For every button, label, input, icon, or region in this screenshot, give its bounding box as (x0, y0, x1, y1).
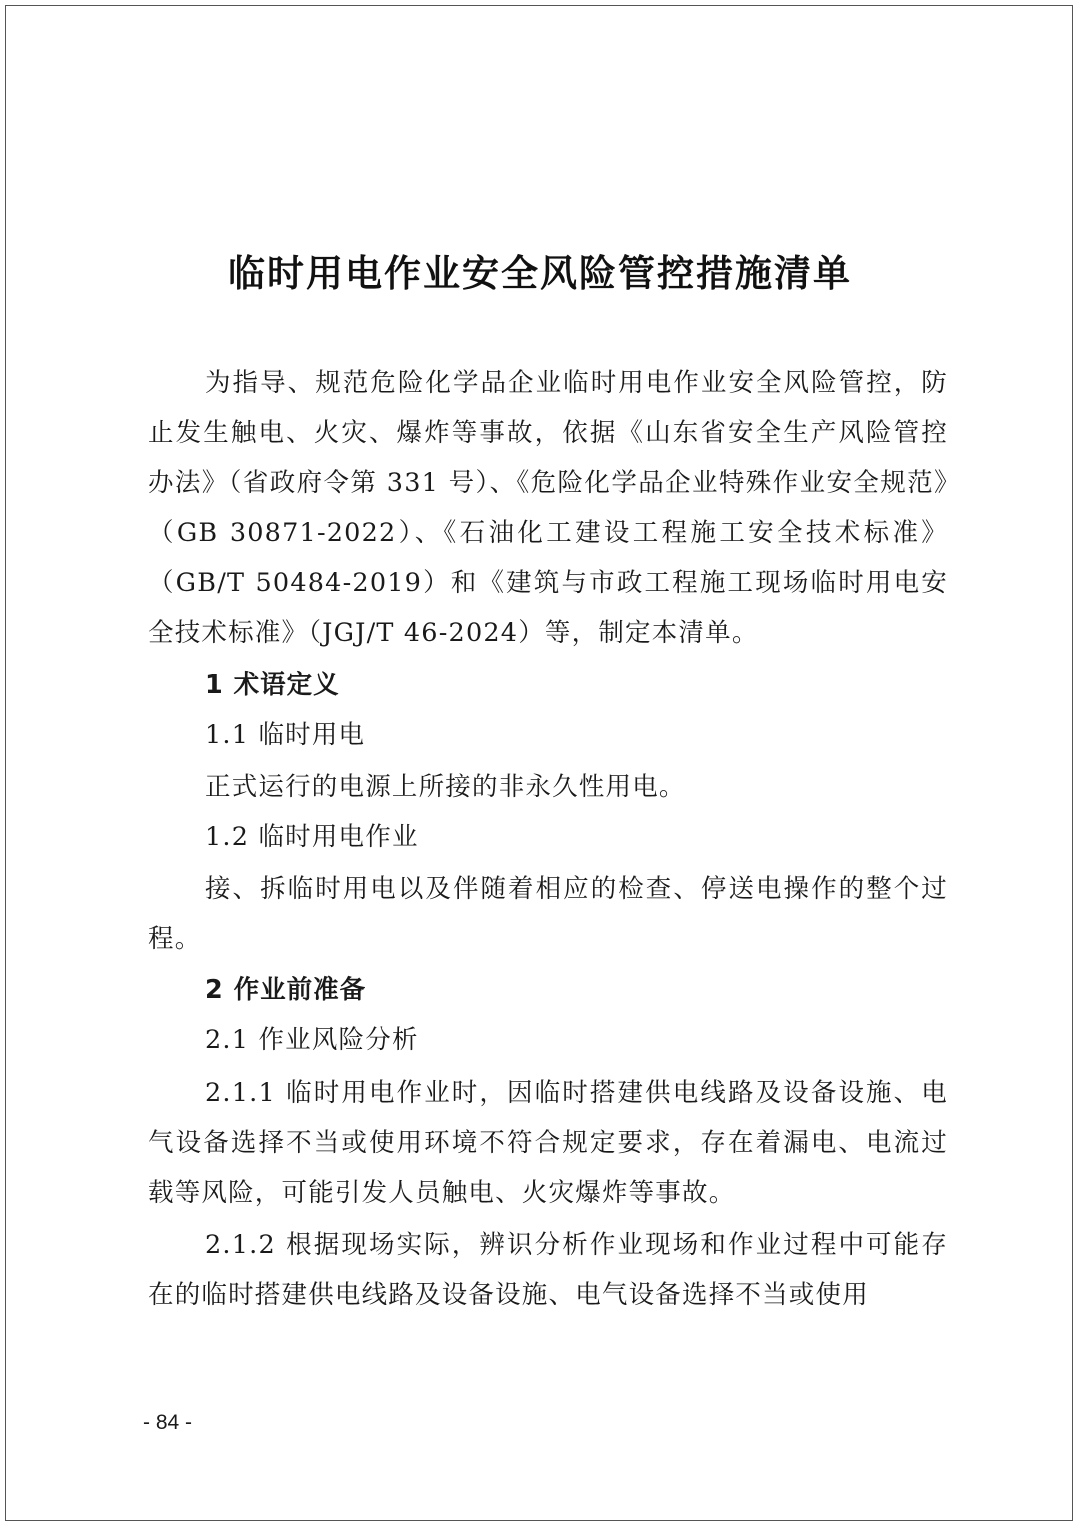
intro-paragraph: 为指导、规范危险化学品企业临时用电作业安全风险管控，防止发生触电、火灾、爆炸等事故，依据《山东省安全生产风险管控办法》（省政府令第 331 号）、《危险化学品企业特殊作业安全规范》（GB 30871-2022）、《石油化工建设工程施工安全技术标准》（GB/T 50484-2019）和《建筑与市政工程施工现场临时用电安全技术标准》（JGJ/T 46-2024）等，制定本清单。 (148, 368, 948, 648)
section-1-2-text: 接、拆临时用电以及伴随着相应的检查、停送电操作的整个过程。 (148, 874, 948, 954)
section-1-2-title: 1.2 临时用电作业 (205, 822, 419, 852)
document-title: 临时用电作业安全风险管控措施清单 (228, 252, 852, 295)
section-2-1-title: 2.1 作业风险分析 (205, 1025, 419, 1055)
paragraph-2-1-1: 2.1.1 临时用电作业时，因临时搭建供电线路及设备设施、电气设备选择不当或使用环境不符合规定要求，存在着漏电、电流过载等风险，可能引发人员触电、火灾爆炸等事故。 (148, 1078, 948, 1208)
page-number: - 84 - (143, 1411, 193, 1434)
section-2-heading: 2 作业前准备 (205, 975, 367, 1005)
section-1-1-text: 正式运行的电源上所接的非永久性用电。 (205, 772, 686, 802)
paragraph-2-1-2: 2.1.2 根据现场实际，辨识分析作业现场和作业过程中可能存在的临时搭建供电线路及设备设施、电气设备选择不当或使用 (148, 1230, 948, 1310)
section-1-heading: 1 术语定义 (205, 670, 340, 700)
section-1-1-title: 1.1 临时用电 (205, 720, 366, 750)
